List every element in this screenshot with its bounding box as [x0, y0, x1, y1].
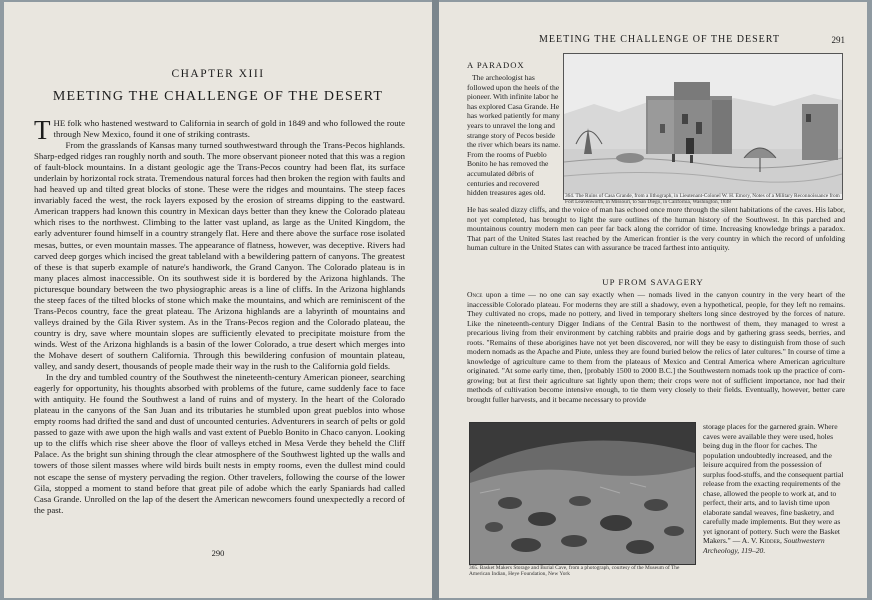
chapter-title: MEETING THE CHALLENGE OF THE DESERT: [52, 89, 384, 104]
paragraph-3: In the dry and tumbled country of the Southwest the nineteenth-century American pioneer, searching eagerly for opportunity, his thoughts absorbed with problems of the future, came suddenly face to face with antiquity. He found the Southwest a land of ruins and of mystery. In the heart of the Colorado plateau in the canyons of the San Juan and its tributaries he stumbled upon great pueblos into whose empty rooms had drifted the sand and dust of uncounted centuries. Adventurers in search of pelts or gold passed to gaze with awe upon the high walls and vast extent of Pueblo Bonito in Chaco canyon. Looking up to the cliffs which rise sheer above the floor of valleys etched in Mesa Verde they beheld the Cliff Palace. As the bright sun shining through the clear atmosphere of the Southwest lighted up the walls and towers of those silent masses where wild birds built nests in empty rooms, even the dullest mind could not escape the sense of mystery pervading the region. Other travelers, following the course of the lower Gila, stopped a moment to stand before that great pile of adobe which the early Spaniards had called Casa Grande. Unrolled on the lap of the desert the American newcomers found unexpectedly a record of the past.: [34, 372, 405, 515]
savagery-paragraph-text: upon a time — no one can say exactly when — nomads lived in the canyon country in the very heart of the inaccessible Colorado plateau. For moderns they are still a shadowy, even a hypothetical, people, for they left no remains. They cultivated no crops, made no pottery, and lived in temporary shelters long since destroyed by the forces of nature. Like the nineteenth-century Digger Indians of the Central Basin to the northwest of them, they managed to wrest a precarious living from their environment by catching rabbits and prairie dogs and by gathering grass seeds, berries, and roots. "Remains of these aborigines have not yet been discovered, nor will they be easy to distinguish from those of such modern nomads as the Apache and Piute, unless they are found buried below the relics of later cultures." In course of time a knowledge of agriculture came to them from the plateaus of Mexico and Central America where American agriculture originated. "At some early time, then, [probably 1500 to 2000 B.C.] the Southwestern nomads took up the practice of corn-growing; but at first their agriculture sat lightly upon them; their crops were not of sufficient importance, nor had their methods of cultivation become intensive enough, to tie them very closely to their fields. Eventually, however, better care brought fuller harvests, and it became necessary to provide: [467, 290, 845, 404]
running-head: MEETING THE CHALLENGE OF THE DESERT: [539, 34, 780, 45]
paradox-continued-text: [467, 205, 845, 253]
paradox-continued-paragraph: He has sealed dizzy cliffs, and the voice of man has echoed once more through the silent habitations of the caves. His labor, not yet completed, has brought to light the sure outlines of the human history of the Southwest. In this parched and mountainous country modern men can peer far back along the corridor of time. Increasing knowledge brings a paradox. That part of the United States last reached by the American frontier is the very country in which the record of unfolding human culture in the United States can with assurance be traced farthest into antiquity.: [467, 205, 845, 252]
quote-source: Southwestern Archeology, 119–20.: [703, 536, 825, 555]
savagery-lead-word: Once: [467, 290, 483, 299]
left-page: [4, 2, 432, 598]
page-number-right: 291: [831, 35, 845, 45]
book-gutter: [432, 0, 439, 600]
side-column-paragraph: storage places for the garnered grain. Where caves were available they were used, holes being dug in the floor for caches. The population undoubtedly increased, and the leisure acquired from the possession of surplus food-stuffs, and the consequent partial release from the exacting requirements of the chase, allowed the people to work at, and to perfect, their arts, and to lavish time upon elaborate sandal weaves, fine basketry, and carefully made implements. But they were as yet ignorant of pottery. Such were the Basket Makers." — A. V. Kidder, Southwestern Archeology, 119–20.: [703, 422, 844, 555]
savagery-paragraph: [467, 290, 845, 404]
side-column-text: [703, 422, 845, 555]
burial-cave-image: [470, 423, 695, 564]
paradox-heading: A PARADOX: [467, 60, 525, 70]
drop-cap: T: [34, 115, 51, 145]
figure-365-caption: 365. Basket Makers Storage and Burial Cave, from a photograph, courtesy of the Museum of The American Indian, Heye Foundation, New York: [469, 565, 680, 578]
savagery-heading: UP FROM SAVAGERY: [602, 277, 704, 287]
paragraph-2: From the grasslands of Kansas many turned southwestward through the Trans-Pecos highlands. Sharp-edged ridges ran roughly north and south. The more observant pioneer noted that this was a region of fault-block mountains. In a distant geologic age the Trans-Pecos country had been flat, its surface underlain by horizontal rock strata. Tremendous natural forces had then broken the region with faults and had heaved up and tilted great blocks of stone. These were the ridges and mountains. The steep faces invariably faced the west, the rock layers exposed by the erosion of streams dipping to the eastward. American trappers had known this country in Mexican days better than they knew the Colorado plateau which rises to the northwest. Climbing to the latter vast upland, as large as the United Kingdom, the early adventurer found himself in a country strangely flat. Here and there above the surface rose isolated mesas, buttes, or even mountain masses. The appearance of flatness, however, was deceptive. Rivers had carved deep gorges which incised the great tableland with a bewildering pattern of canyons. The greatest of these is that superb example of nature's handiwork, the Grand Canyon. The Colorado plateau is in many places almost inaccessible. On its southwest side it is bordered by the Arizona highlands. The picturesque boundary between the two physiographic areas is a line of cliffs. In the Arizona highlands the steep faces of the tilted blocks of stone which make the mountains, and which are reminiscent of the Trans-Pecos country, face the great plateau. The Arizona highlands are a labyrinth of mountains and valleys drained by the Gila River system. As in the Trans-Pecos region and the Colorado plateau, the country is dry, save where mountain slopes are sufficiently elevated to precipitate moisture from the winds. West of the Arizona highlands is a basin of the lower Colorado, a true desert which merges into the Mohave desert of southern California. Through this bewildering confusion of mountain plateau, valley, and sandy desert, thousands of people made their way in the rush to the California gold fields.: [34, 140, 405, 372]
paragraph-1-text: HE folk who hastened westward to California in search of gold in 1849 and who followed the route through New Mexico, found it one of striking contrasts.: [53, 118, 405, 140]
savagery-body-text: [467, 290, 845, 404]
casa-grande-ruins-image: [564, 54, 842, 194]
quote-author: Kidder: [759, 536, 780, 545]
left-body-text: [34, 115, 405, 516]
side-column-quote: storage places for the garnered grain. Where caves were available they were used, holes being dug in the floor for caches. The population undoubtedly increased, and the leisure acquired from the possession of surplus food-stuffs, and the consequent partial release from the exacting requirements of the chase, allowed the people to work at, and to perfect, their arts, and to lavish time upon elaborate sandal weaves, fine basketry, and carefully made implements. But they were as yet ignorant of pottery. Such were the Basket Makers." — A. V.: [703, 422, 844, 545]
page-number-left: 290: [211, 548, 225, 558]
paradox-paragraph: The archeologist has followed upon the heels of the pioneer. With infinite labor he has explored Casa Grande. He has worked patiently for many years to unravel the long and strange story of Pecos beside the river which bears its name. From the rooms of Pueblo Bonito he has removed the accumulated débris of centuries and recovered hidden treasures ages old.: [467, 73, 561, 198]
paradox-column-text: [467, 73, 561, 198]
basket-makers-cave-photo: [469, 422, 696, 565]
casa-grande-illustration: [563, 53, 843, 200]
paragraph-1: [34, 115, 405, 145]
right-page: [439, 2, 867, 598]
chapter-label: CHAPTER XIII: [171, 68, 265, 80]
figure-364-caption: 364. The Ruins of Casa Grande, from a lithograph, in Lieutenant-Colonel W. H. Emory, Notes of a Military Reconnoissance from Fort Leavenworth, in Missouri, to San Diego, in California, Washington, 1848: [565, 193, 840, 205]
